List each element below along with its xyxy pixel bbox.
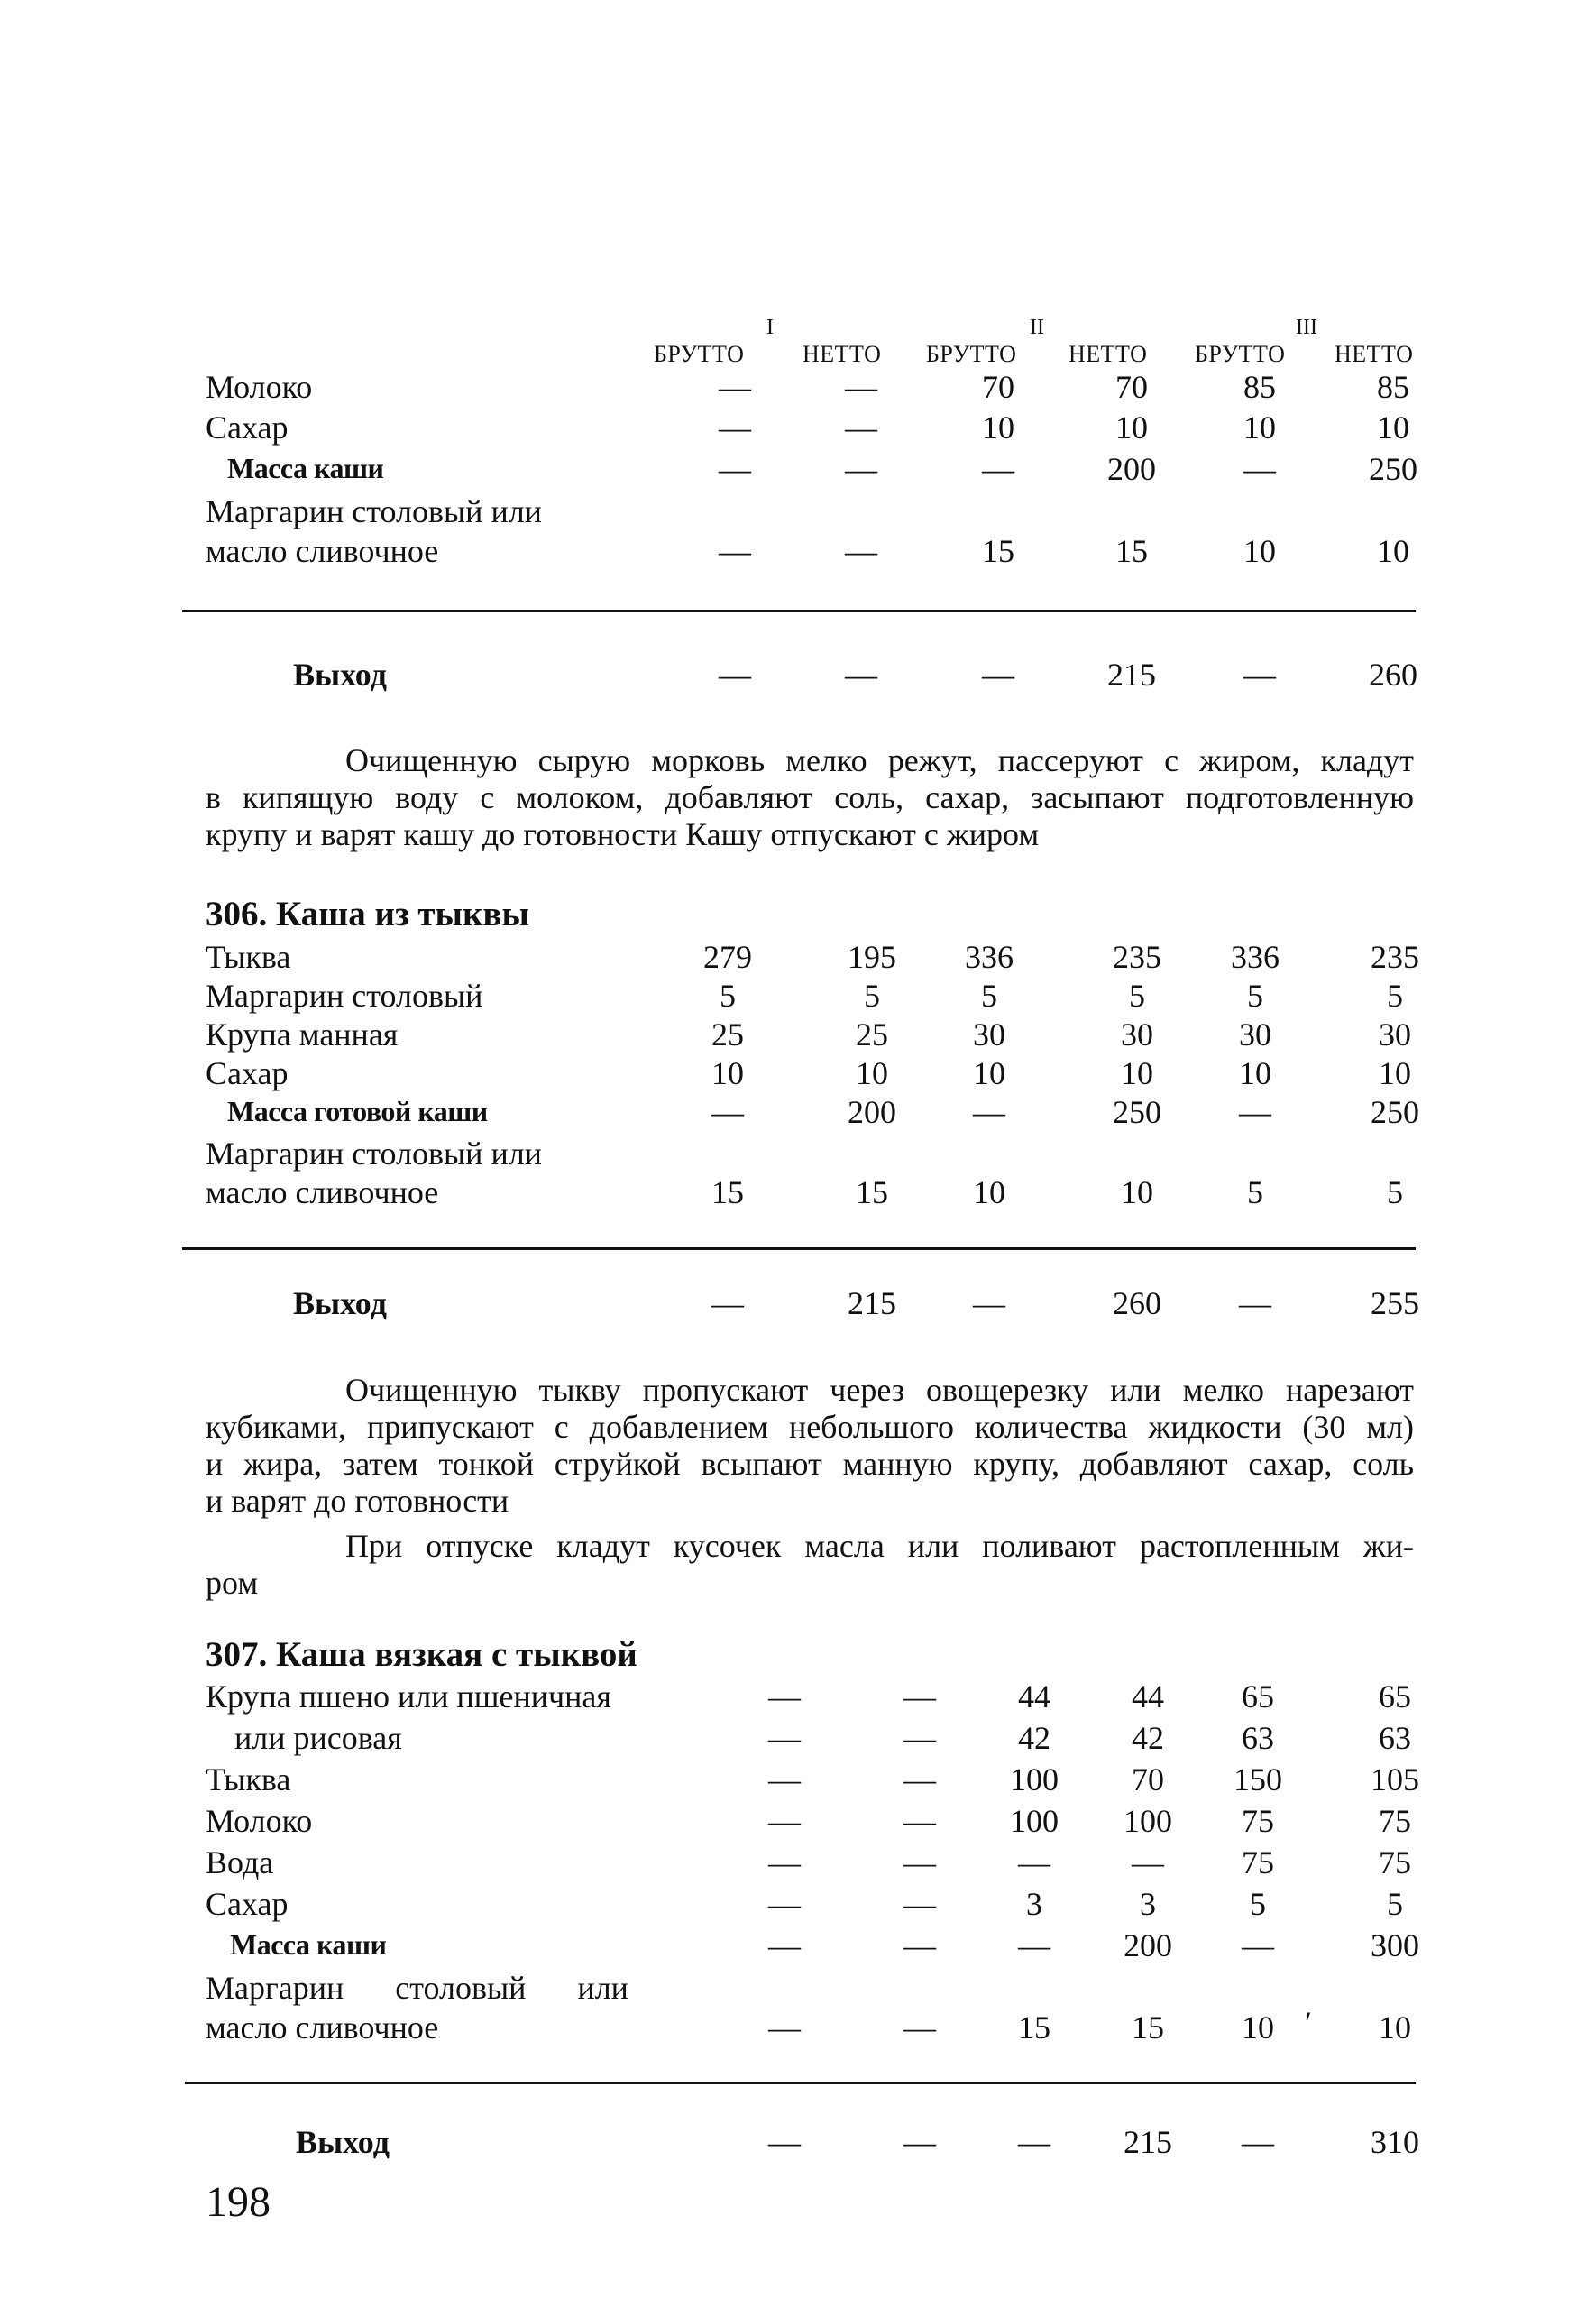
cell: — (719, 451, 751, 487)
cell: 3 (1026, 1886, 1042, 1922)
cell: — (1242, 1927, 1274, 1963)
row-label: Маргарин столовый или (206, 493, 542, 529)
paragraph-line: При отпуске кладут кусочек масла или поливают растопленным жи- (345, 1528, 1414, 1564)
cell: 30 (1239, 1016, 1271, 1053)
row-label: Вода (206, 1844, 274, 1880)
cell: 30 (1379, 1016, 1411, 1053)
group-label-3: III (1296, 316, 1317, 339)
cell: 15 (1132, 2009, 1164, 2046)
cell: 70 (982, 369, 1014, 405)
cell: 42 (1018, 1720, 1050, 1756)
cell: 200 (1107, 451, 1156, 487)
cell: 70 (1132, 1761, 1164, 1798)
cell: 44 (1132, 1678, 1164, 1715)
cell: 30 (1121, 1016, 1153, 1053)
cell: — (1132, 1844, 1164, 1880)
header-brutto-1: БРУТТО (654, 341, 745, 367)
cell: 5 (1387, 1886, 1403, 1922)
cell: 10 (1377, 409, 1409, 446)
cell: 75 (1242, 1803, 1274, 1839)
stray-mark: ′ (1305, 2005, 1312, 2041)
cell: — (973, 1094, 1005, 1130)
cell: — (768, 1886, 801, 1922)
row-label: масло сливочное (206, 2009, 439, 2046)
cell: 235 (1113, 939, 1161, 975)
header-netto-2: НЕТТО (1069, 341, 1148, 367)
cell: — (973, 1285, 1005, 1321)
cell: 5 (981, 978, 997, 1014)
cell: — (768, 1761, 801, 1798)
header-netto-1: НЕТТО (803, 341, 882, 367)
cell: — (768, 1678, 801, 1715)
cell: — (845, 657, 877, 693)
section-title: 306. Каша из тыквы (206, 895, 529, 933)
cell: 5 (864, 978, 880, 1014)
cell: 279 (703, 939, 752, 975)
cell: — (1242, 2124, 1274, 2160)
cell: 10 (1379, 2009, 1411, 2046)
cell: — (719, 369, 751, 405)
method-paragraph (206, 1372, 1414, 1520)
cell: 10 (1243, 533, 1276, 569)
cell: 75 (1379, 1844, 1411, 1880)
cell: 3 (1140, 1886, 1156, 1922)
cell: — (1018, 1927, 1050, 1963)
divider-rule (182, 610, 1416, 612)
row-label: Маргарин столовый или (206, 1970, 628, 2006)
cell: 10 (973, 1055, 1005, 1091)
method-paragraph (206, 742, 1414, 853)
cell: 260 (1113, 1285, 1161, 1321)
row-label: Масса каши (227, 452, 384, 484)
cell: — (719, 409, 751, 446)
section-title: 307. Каша вязкая с тыквой (206, 1635, 637, 1674)
cell: 85 (1377, 369, 1409, 405)
cell: — (768, 1720, 801, 1756)
cell: 10 (856, 1055, 888, 1091)
cell: — (1243, 451, 1276, 487)
row-label: Молоко (206, 1803, 313, 1839)
cell: — (845, 369, 877, 405)
cell: 10 (973, 1174, 1005, 1210)
cell: 15 (1115, 533, 1148, 569)
header-brutto-2: БРУТТО (926, 341, 1017, 367)
cell: 10 (1239, 1055, 1271, 1091)
cell: 250 (1371, 1094, 1419, 1130)
row-label: Крупа пшено или пшеничная (206, 1678, 611, 1715)
row-label: Крупа манная (206, 1016, 399, 1053)
paragraph-line: кубиками, припускают с добавлением небольшого количества жидкости (30 мл) (206, 1409, 1414, 1445)
cell: 100 (1124, 1803, 1172, 1839)
group-label-2: II (1030, 316, 1044, 339)
cell: 10 (1115, 409, 1148, 446)
row-label: масло сливочное (206, 533, 439, 569)
cell: 215 (1124, 2124, 1172, 2160)
header-brutto-3: БРУТТО (1195, 341, 1286, 367)
cell: — (903, 1844, 936, 1880)
yield-label: Выход (293, 1285, 387, 1321)
cell: 250 (1113, 1094, 1161, 1130)
cell: 70 (1115, 369, 1148, 405)
cell: 100 (1010, 1803, 1059, 1839)
cell: 75 (1379, 1803, 1411, 1839)
divider-rule (182, 1247, 1416, 1250)
cell: — (982, 451, 1014, 487)
cell: — (845, 409, 877, 446)
row-label: Маргарин столовый или (206, 1136, 542, 1172)
row-label: Тыква (206, 1761, 291, 1798)
cell: 5 (720, 978, 736, 1014)
cell: 15 (856, 1174, 888, 1210)
cell: 235 (1371, 939, 1419, 975)
cell: 336 (965, 939, 1014, 975)
row-label: или рисовая (234, 1720, 402, 1756)
serving-paragraph (206, 1528, 1414, 1602)
cell: 5 (1129, 978, 1145, 1014)
cell: — (719, 657, 751, 693)
cell: — (768, 2124, 801, 2160)
cell: — (768, 1803, 801, 1839)
cell: 63 (1379, 1720, 1411, 1756)
cell: 300 (1371, 1927, 1419, 1963)
cell: 255 (1371, 1285, 1419, 1321)
cell: 310 (1371, 2124, 1419, 2160)
cell: — (903, 1886, 936, 1922)
cell: — (768, 1927, 801, 1963)
cell: 25 (856, 1016, 888, 1053)
cell: — (845, 533, 877, 569)
cell: — (1239, 1285, 1271, 1321)
cell: — (903, 1678, 936, 1715)
paragraph-line: крупу и варят кашу до готовности Кашу отпускают с жиром (206, 816, 1040, 852)
cell: 150 (1234, 1761, 1282, 1798)
cell: 5 (1247, 1174, 1263, 1210)
row-label: Маргарин столовый (206, 978, 483, 1014)
cell: — (768, 1844, 801, 1880)
cell: 10 (1242, 2009, 1274, 2046)
paragraph-line: ром (206, 1565, 259, 1601)
cell: 336 (1231, 939, 1280, 975)
header-netto-3: НЕТТО (1335, 341, 1414, 367)
cell: — (903, 1761, 936, 1798)
cell: — (903, 1927, 936, 1963)
cell: — (1243, 657, 1276, 693)
cell: 100 (1010, 1761, 1059, 1798)
group-label-1: I (766, 316, 774, 339)
cell: 5 (1387, 978, 1403, 1014)
cell: 63 (1242, 1720, 1274, 1756)
cell: — (1018, 1844, 1050, 1880)
cell: — (845, 451, 877, 487)
paragraph-line: Очищенную тыкву пропускают через овощерезку или мелко нарезают (345, 1372, 1414, 1408)
cell: 15 (982, 533, 1014, 569)
cell: — (903, 1803, 936, 1839)
cell: 10 (1243, 409, 1276, 446)
cell: 42 (1132, 1720, 1164, 1756)
cell: 5 (1250, 1886, 1266, 1922)
cell: — (768, 2009, 801, 2046)
cell: — (1239, 1094, 1271, 1130)
cell: — (711, 1094, 744, 1130)
paragraph-line: и варят до готовности (206, 1483, 509, 1519)
cell: 260 (1369, 657, 1417, 693)
cell: 15 (711, 1174, 744, 1210)
cell: 105 (1371, 1761, 1419, 1798)
cell: 75 (1242, 1844, 1274, 1880)
cell: 5 (1387, 1174, 1403, 1210)
cell: 15 (1018, 2009, 1050, 2046)
row-label: Сахар (206, 409, 289, 446)
paragraph-line: Очищенную сырую морковь мелко режут, пассеруют с жиром, кладут (345, 742, 1414, 778)
cell: 44 (1018, 1678, 1050, 1715)
cell: 10 (1379, 1055, 1411, 1091)
cell: 10 (1121, 1174, 1153, 1210)
row-label: Масса каши (230, 1928, 387, 1961)
row-label: Сахар (206, 1055, 289, 1091)
row-label: Тыква (206, 939, 291, 975)
cell: 65 (1379, 1678, 1411, 1715)
cell: 25 (711, 1016, 744, 1053)
cell: — (711, 1285, 744, 1321)
cell: 5 (1247, 978, 1263, 1014)
divider-rule (185, 2082, 1416, 2084)
cell: — (1018, 2124, 1050, 2160)
cell: — (903, 2124, 936, 2160)
yield-label: Выход (293, 657, 387, 693)
paragraph-line: в кипящую воду с молоком, добавляют соль, сахар, засыпают подготовленную (206, 779, 1414, 815)
yield-label: Выход (296, 2124, 390, 2160)
cell: 200 (1124, 1927, 1172, 1963)
cell: 10 (982, 409, 1014, 446)
cell: 10 (1377, 533, 1409, 569)
row-label: Масса готовой каши (227, 1095, 488, 1127)
cell: 10 (1121, 1055, 1153, 1091)
cell: 250 (1369, 451, 1417, 487)
cell: — (719, 533, 751, 569)
cell: — (903, 1720, 936, 1756)
cell: 65 (1242, 1678, 1274, 1715)
cell: 215 (1107, 657, 1156, 693)
cell: 10 (711, 1055, 744, 1091)
paragraph-line: и жира, затем тонкой струйкой всыпают манную крупу, добавляют сахар, соль (206, 1446, 1414, 1482)
cell: — (982, 657, 1014, 693)
cell: 200 (848, 1094, 896, 1130)
page-number: 198 (206, 2178, 271, 2226)
row-label: Молоко (206, 369, 313, 405)
cell: 30 (973, 1016, 1005, 1053)
cell: 195 (848, 939, 896, 975)
row-label: масло сливочное (206, 1174, 439, 1210)
cell: 85 (1243, 369, 1276, 405)
cell: — (903, 2009, 936, 2046)
row-label: Сахар (206, 1886, 289, 1922)
cell: 215 (848, 1285, 896, 1321)
